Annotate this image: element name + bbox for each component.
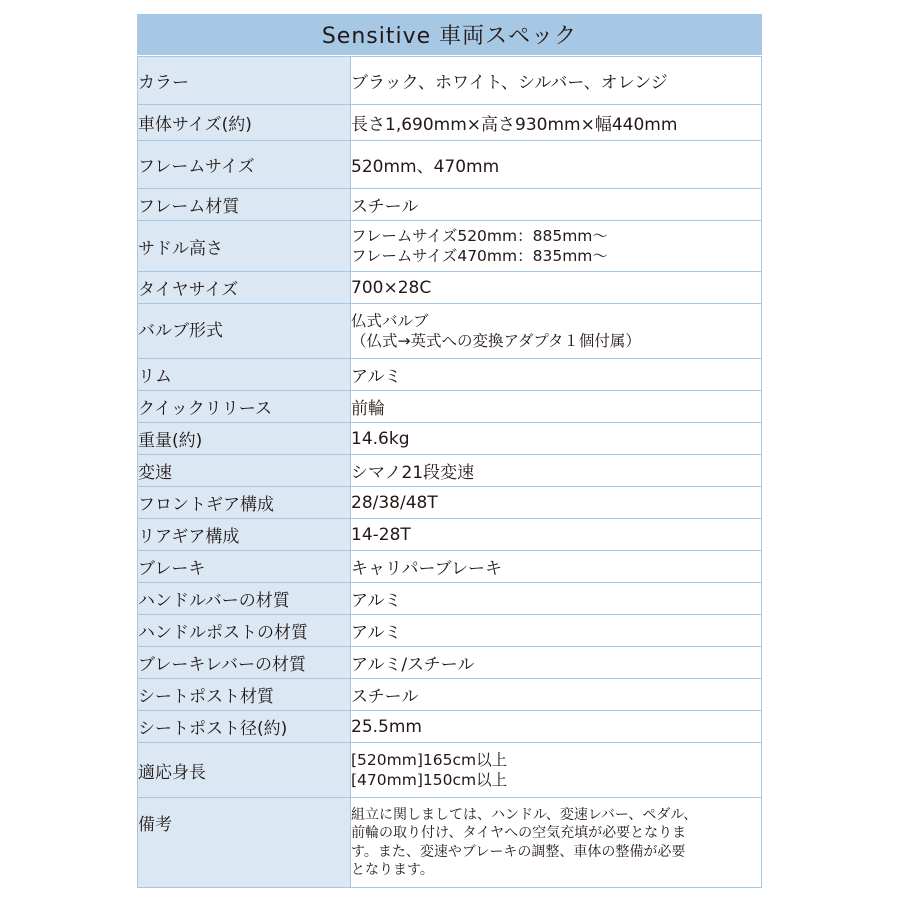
spec-label: ハンドルポストの材質 (138, 615, 351, 647)
spec-row-brake-lever-material (138, 647, 762, 679)
spec-value: アルミ (351, 359, 762, 391)
spec-row-body-size (138, 105, 762, 141)
spec-row-seatpost-diameter (138, 711, 762, 743)
spec-row-rear-gear (138, 519, 762, 551)
spec-label: 重量(約) (138, 423, 351, 455)
spec-label: サドル高さ (138, 221, 351, 272)
spec-value: スチール (351, 189, 762, 221)
spec-row-valve-type (138, 304, 762, 359)
spec-label: フレーム材質 (138, 189, 351, 221)
spec-value: シマノ21段変速 (351, 455, 762, 487)
spec-row-quick-release (138, 391, 762, 423)
spec-label: フロントギア構成 (138, 487, 351, 519)
spec-label: ブレーキレバーの材質 (138, 647, 351, 679)
page-title: Sensitive 車両スペック (137, 14, 762, 56)
spec-value: 25.5mm (351, 711, 762, 743)
spec-row-rim (138, 359, 762, 391)
spec-value: 700×28C (351, 272, 762, 304)
spec-value: 14-28T (351, 519, 762, 551)
spec-value: アルミ (351, 583, 762, 615)
spec-row-handlebar-material (138, 583, 762, 615)
spec-label: タイヤサイズ (138, 272, 351, 304)
spec-sheet (137, 14, 762, 888)
spec-row-notes (138, 798, 762, 888)
spec-row-gears (138, 455, 762, 487)
spec-row-tire-size (138, 272, 762, 304)
spec-value: 長さ1,690mm×高さ930mm×幅440mm (351, 105, 762, 141)
spec-row-rider-height (138, 743, 762, 798)
spec-label: ハンドルバーの材質 (138, 583, 351, 615)
spec-row-saddle-height (138, 221, 762, 272)
spec-label: クイックリリース (138, 391, 351, 423)
spec-value: 前輪 (351, 391, 762, 423)
spec-row-color (138, 57, 762, 105)
spec-row-weight (138, 423, 762, 455)
spec-value: アルミ (351, 615, 762, 647)
spec-value: キャリパーブレーキ (351, 551, 762, 583)
spec-label: フレームサイズ (138, 141, 351, 189)
spec-label: バルブ形式 (138, 304, 351, 359)
spec-value: 28/38/48T (351, 487, 762, 519)
spec-label: シートポスト材質 (138, 679, 351, 711)
spec-label: シートポスト径(約) (138, 711, 351, 743)
spec-row-brake (138, 551, 762, 583)
spec-value: フレームサイズ520mm：885mm〜 フレームサイズ470mm：835mm〜 (351, 221, 762, 272)
spec-label: リム (138, 359, 351, 391)
spec-label: ブレーキ (138, 551, 351, 583)
spec-label: 適応身長 (138, 743, 351, 798)
spec-row-frame-size (138, 141, 762, 189)
spec-value: 14.6kg (351, 423, 762, 455)
spec-label: カラー (138, 57, 351, 105)
spec-value: 仏式バルブ （仏式→英式への変換アダプタ１個付属） (351, 304, 762, 359)
spec-value: [520mm]165cm以上 [470mm]150cm以上 (351, 743, 762, 798)
spec-value: 520mm、470mm (351, 141, 762, 189)
spec-label: 備考 (138, 798, 351, 888)
spec-label: 変速 (138, 455, 351, 487)
spec-row-frame-material (138, 189, 762, 221)
spec-table (137, 56, 762, 888)
spec-value: スチール (351, 679, 762, 711)
spec-row-seatpost-material (138, 679, 762, 711)
spec-row-handle-post-material (138, 615, 762, 647)
spec-row-front-gear (138, 487, 762, 519)
spec-value: ブラック、ホワイト、シルバー、オレンジ (351, 57, 762, 105)
spec-label: 車体サイズ(約) (138, 105, 351, 141)
spec-value: 組立に関しましては、ハンドル、変速レバー、ペダル、 前輪の取り付け、タイヤへの空気充填が必要となりま す。また、変速やブレーキの調整、車体の整備が必要 となります。 (351, 798, 762, 888)
spec-label: リアギア構成 (138, 519, 351, 551)
spec-value: アルミ/スチール (351, 647, 762, 679)
